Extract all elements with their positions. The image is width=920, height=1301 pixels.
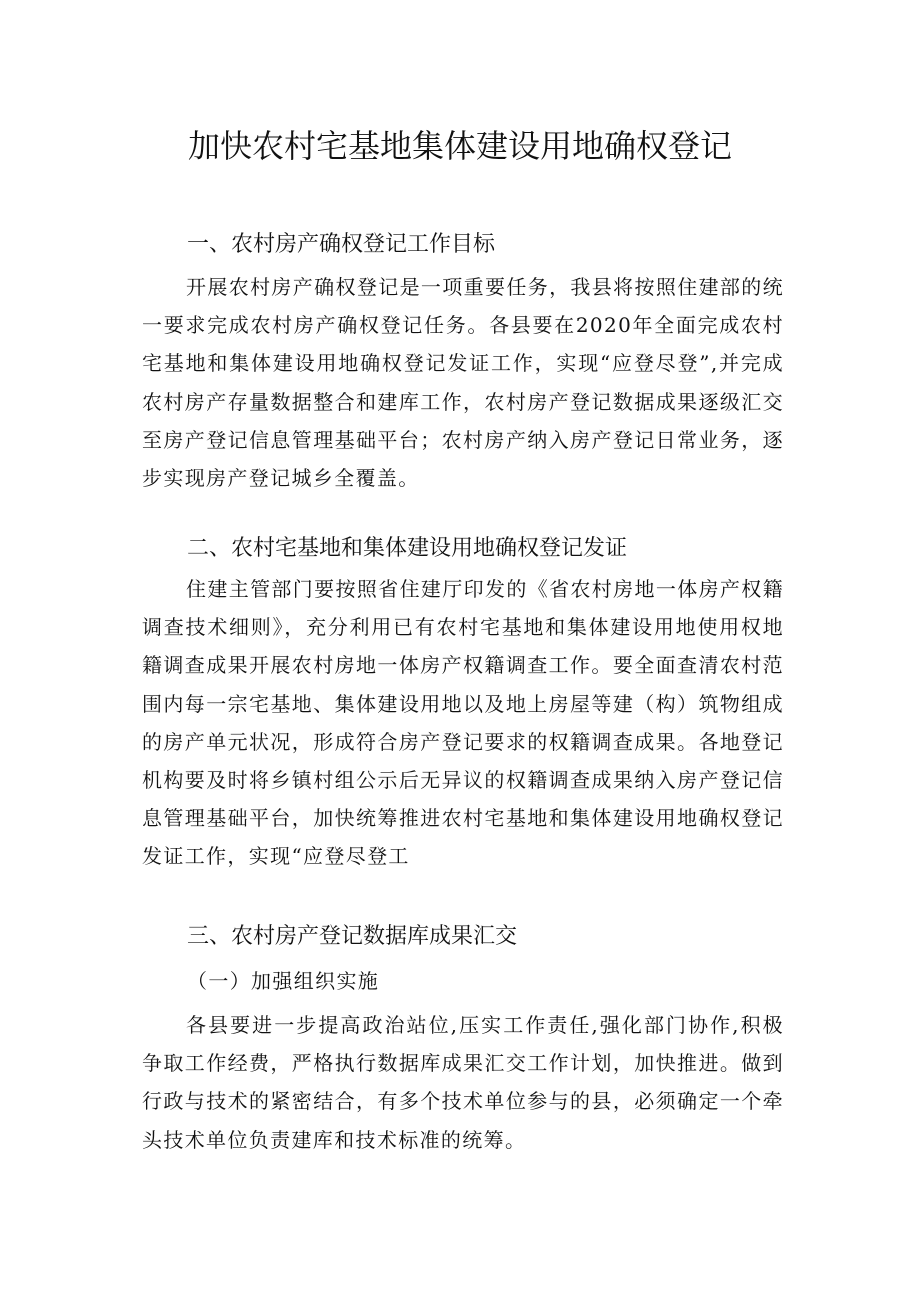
section-3-heading: 三、农村房产登记数据库成果汇交 [187,924,518,949]
section-2-heading: 二、农村宅基地和集体建设用地确权登记发证 [187,536,628,561]
section-3-paragraph: 各县要进一步提高政治站位,压实工作责任,强化部门协作,积极争取工作经费，严格执行数据库成果汇交工作计划，加快推进。做到行政与技术的紧密结合，有多个技术单位参与的县，必须确定一个牵头技术单位负责建库和技术标准的统筹。 [142,1013,784,1152]
section-2-paragraph: 住建主管部门要按照省住建厅印发的《省农村房地一体房产权籍调查技术细则》，充分利用已有农村宅基地和集体建设用地使用权地籍调查成果开展农村房地一体房产权籍调查工作。要全面查清农村范围内每一宗宅基地、集体建设用地以及地上房屋等建（构）筑物组成的房产单元状况，形成符合房产登记要求的权籍调查成果。各地登记机构要及时将乡镇村组公示后无异议的权籍调查成果纳入房产登记信息管理基础平台，加快统筹推进农村宅基地和集体建设用地确权登记发证工作，实现“应登尽登工 [142,577,784,869]
section-1-paragraph: 开展农村房产确权登记是一项重要任务，我县将按照住建部的统一要求完成农村房产确权登记任务。各县要在2020年全面完成农村宅基地和集体建设用地确权登记发证工作，实现“应登尽登”,并完成农村房产存量数据整合和建库工作，农村房产登记数据成果逐级汇交至房产登记信息管理基础平台；农村房产纳入房产登记日常业务，逐步实现房产登记城乡全覆盖。 [142,275,784,491]
document-title: 加快农村宅基地集体建设用地确权登记 [187,127,732,165]
section-1-heading: 一、农村房产确权登记工作目标 [187,232,496,257]
section-3-subheading: （一）加强组织实施 [187,969,380,993]
